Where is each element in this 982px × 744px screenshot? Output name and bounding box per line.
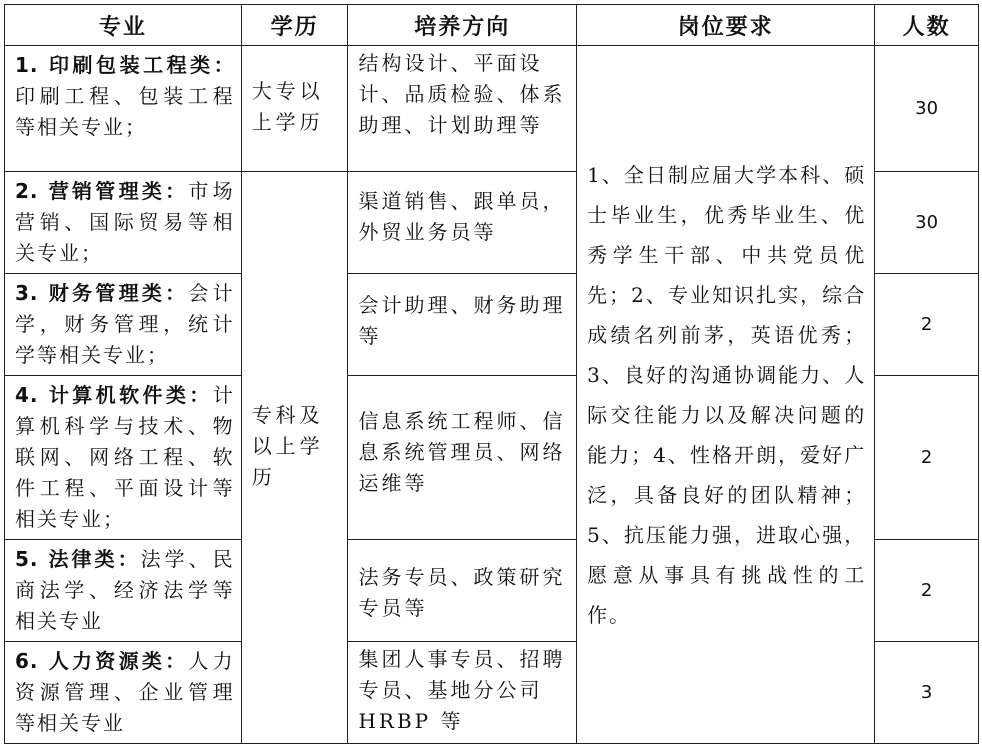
major-cell — [5, 376, 242, 540]
major-list: 计算机科学与技术、物联网、网络工程、软件工程、平面设计等相关专业； — [15, 383, 235, 531]
header-requirements: 岗位要求 — [577, 5, 875, 46]
direction-cell: 渠道销售、跟单员，外贸业务员等 — [348, 172, 577, 274]
education-cell: 大专以上学历 — [241, 46, 348, 172]
major-cell — [5, 172, 242, 274]
major-list: 会计学，财务管理，统计学等相关专业； — [15, 281, 235, 367]
header-education: 学历 — [241, 5, 348, 46]
major-category: 3. 财务管理类： — [15, 281, 189, 305]
major-category: 5. 法律类： — [15, 547, 141, 571]
major-list: 法学、民商法学、经济法学等相关专业 — [15, 547, 235, 633]
direction-cell: 法务专员、政策研究专员等 — [348, 540, 577, 642]
major-category: 2. 营销管理类： — [15, 179, 189, 203]
header-count: 人数 — [875, 5, 979, 46]
recruitment-table-container — [4, 4, 979, 735]
count-cell: 30 — [875, 46, 979, 172]
major-cell — [5, 46, 242, 172]
major-category: 6. 人力资源类： — [15, 649, 189, 673]
major-cell — [5, 274, 242, 376]
table-header-row — [5, 5, 979, 46]
major-list: 印刷工程、包装工程等相关专业； — [15, 84, 235, 139]
direction-cell: 结构设计、平面设计、品质检验、体系助理、计划助理等 — [348, 46, 577, 172]
count-cell: 2 — [875, 376, 979, 540]
major-cell — [5, 540, 242, 642]
recruitment-table — [4, 4, 979, 744]
table-row — [5, 46, 979, 172]
header-major: 专业 — [5, 5, 242, 46]
direction-cell: 会计助理、财务助理等 — [348, 274, 577, 376]
count-cell: 30 — [875, 172, 979, 274]
major-list: 市场营销、国际贸易等相关专业； — [15, 179, 235, 265]
major-list: 人力资源管理、企业管理等相关专业 — [15, 649, 235, 735]
major-category: 4. 计算机软件类： — [15, 383, 213, 407]
count-cell: 2 — [875, 540, 979, 642]
count-cell: 3 — [875, 642, 979, 744]
requirements-cell: 1、全日制应届大学本科、硕士毕业生，优秀毕业生、优秀学生干部、中共党员优先；2、专业知识扎实，综合成绩名列前茅，英语优秀；3、良好的沟通协调能力、人际交往能力以及解决问题的能力；4、性格开朗，爱好广泛，具备良好的团队精神；5、抗压能力强，进取心强，愿意从事具有挑战性的工作。 — [577, 46, 875, 744]
major-cell — [5, 642, 242, 744]
direction-cell: 信息系统工程师、信息系统管理员、网络运维等 — [348, 376, 577, 540]
header-direction: 培养方向 — [348, 5, 577, 46]
count-cell: 2 — [875, 274, 979, 376]
direction-cell: 集团人事专员、招聘专员、基地分公司 HRBP 等 — [348, 642, 577, 744]
education-cell: 专科及以上学历 — [241, 172, 348, 744]
major-category: 1. 印刷包装工程类： — [15, 53, 235, 77]
